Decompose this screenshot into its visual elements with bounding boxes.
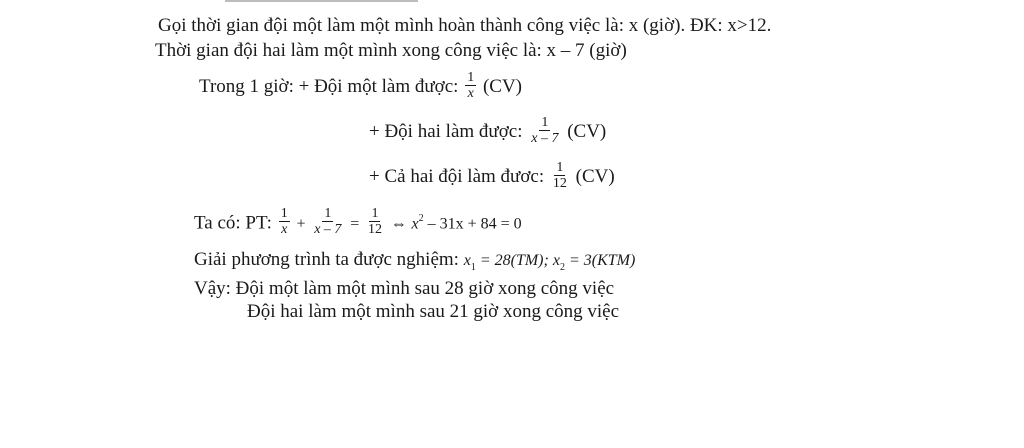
fraction-denominator: 12 [367, 222, 382, 238]
fraction-denominator: 12 [552, 176, 567, 191]
equation-fraction-2 [312, 206, 343, 237]
fraction-1-over-x [465, 70, 476, 101]
fraction-denominator: x – 7 [314, 222, 342, 238]
line-3 [199, 72, 522, 103]
root-x2-value: = 3(KTM) [564, 252, 636, 269]
root-x1-var: x [463, 252, 471, 269]
line-4-prefix: + Đội hai làm được: [369, 120, 523, 142]
fraction-numerator: 1 [467, 70, 475, 85]
equation-fraction-1 [279, 206, 290, 237]
variable-x: x [411, 215, 419, 233]
line-9-conclusion: Đội hai làm một mình sau 21 giờ xong công việc [247, 301, 620, 322]
fraction-denominator: x [467, 86, 474, 101]
fraction-numerator: 1 [541, 115, 549, 130]
plus-sign: + [296, 215, 306, 233]
line-5-prefix: + Cả hai đội làm đươc: [369, 165, 545, 187]
line-6-prefix: Ta có: PT: [194, 212, 272, 234]
fraction-1-over-12 [551, 160, 569, 191]
line-3-prefix: Trong 1 giờ: + Đội một làm được: [199, 75, 459, 97]
root-x2-var: x [552, 252, 560, 269]
root-x1-value: = 28(TM); [475, 252, 553, 269]
root-x2-sub: 2 [559, 261, 565, 273]
fraction-numerator: 1 [371, 206, 379, 222]
quadratic-rest: – 31x + 84 = 0 [423, 215, 522, 233]
line-2: Thời gian đội hai làm một mình xong công việc là: x – 7 (giờ) [155, 40, 627, 61]
line-7-prefix: Giải phương trình ta được nghiệm: [194, 249, 459, 270]
top-divider [225, 0, 418, 2]
fraction-denominator: x [281, 222, 288, 238]
root-x1-sub: 1 [470, 261, 476, 273]
line-5 [369, 162, 615, 193]
line-3-suffix: (CV) [482, 75, 523, 97]
fraction-numerator: 1 [324, 206, 332, 222]
line-4 [369, 117, 606, 148]
line-6-equation [194, 208, 522, 239]
equals-sign: = [350, 215, 360, 233]
fraction-denominator: x – 7 [531, 131, 559, 146]
fraction-1-over-x-minus-7 [529, 115, 560, 146]
line-5-suffix: (CV) [575, 165, 615, 187]
fraction-numerator: 1 [556, 160, 564, 175]
fraction-numerator: 1 [280, 206, 288, 222]
equation-fraction-3 [366, 206, 384, 237]
line-4-suffix: (CV) [567, 120, 607, 142]
line-7 [194, 249, 635, 279]
equivalence-symbol: ⇔ [390, 215, 407, 233]
line-8-conclusion: Vậy: Đội một làm một mình sau 28 giờ xong công việc [194, 278, 615, 299]
line-1: Gọi thời gian đội một làm một mình hoàn thành công việc là: x (giờ). ĐK: x>12. [158, 15, 772, 36]
exponent: 2 [418, 213, 424, 224]
